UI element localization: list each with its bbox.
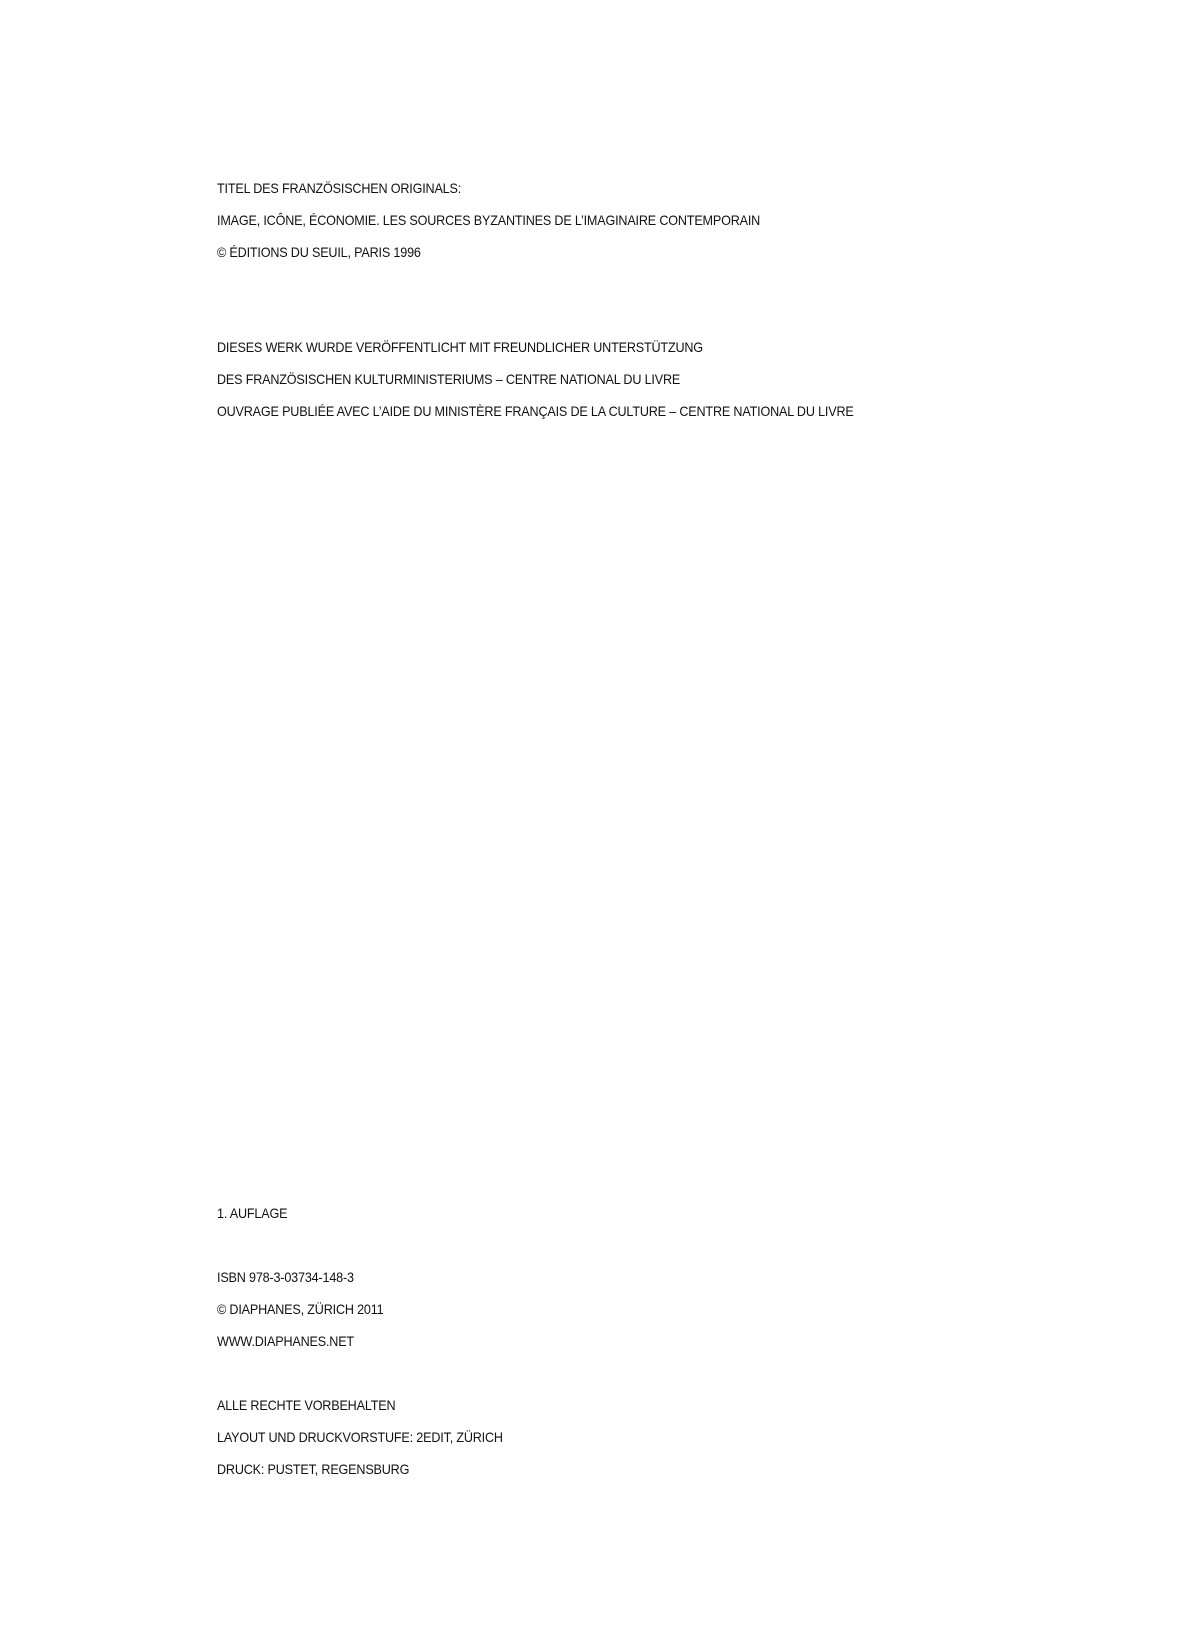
publisher-website: WWW.DIAPHANES.NET [217,1333,354,1349]
funding-block [217,331,924,427]
funding-line-german-1: DIESES WERK WURDE VERÖFFENTLICHT MIT FREUNDLICHER UNTERSTÜTZUNG [217,339,703,355]
original-title-block [217,172,820,268]
rights-block [217,1389,535,1485]
original-title-text: IMAGE, ICÔNE, ÉCONOMIE. LES SOURCES BYZANTINES DE L’IMAGINAIRE CONTEMPORAIN [217,212,761,228]
edition-label: 1. AUFLAGE [217,1205,288,1221]
print-credit: DRUCK: PUSTET, REGENSBURG [217,1461,410,1477]
original-title-heading: TITEL DES FRANZÖSISCHEN ORIGINALS: [217,180,462,196]
funding-line-french: OUVRAGE PUBLIÉE AVEC L’AIDE DU MINISTÈRE FRANÇAIS DE LA CULTURE – CENTRE NATIONAL DU LIVRE [217,403,854,419]
rights-reserved: ALLE RECHTE VORBEHALTEN [217,1397,396,1413]
funding-line-german-2: DES FRANZÖSISCHEN KULTURMINISTERIUMS – CENTRE NATIONAL DU LIVRE [217,371,681,387]
layout-credit: LAYOUT UND DRUCKVORSTUFE: 2EDIT, ZÜRICH [217,1429,503,1445]
publisher-copyright: © DIAPHANES, ZÜRICH 2011 [217,1301,384,1317]
isbn: ISBN 978-3-03734-148-3 [217,1269,354,1285]
original-copyright: © ÉDITIONS DU SEUIL, PARIS 1996 [217,244,421,260]
edition-block [217,1197,295,1229]
publication-block [217,1261,402,1357]
